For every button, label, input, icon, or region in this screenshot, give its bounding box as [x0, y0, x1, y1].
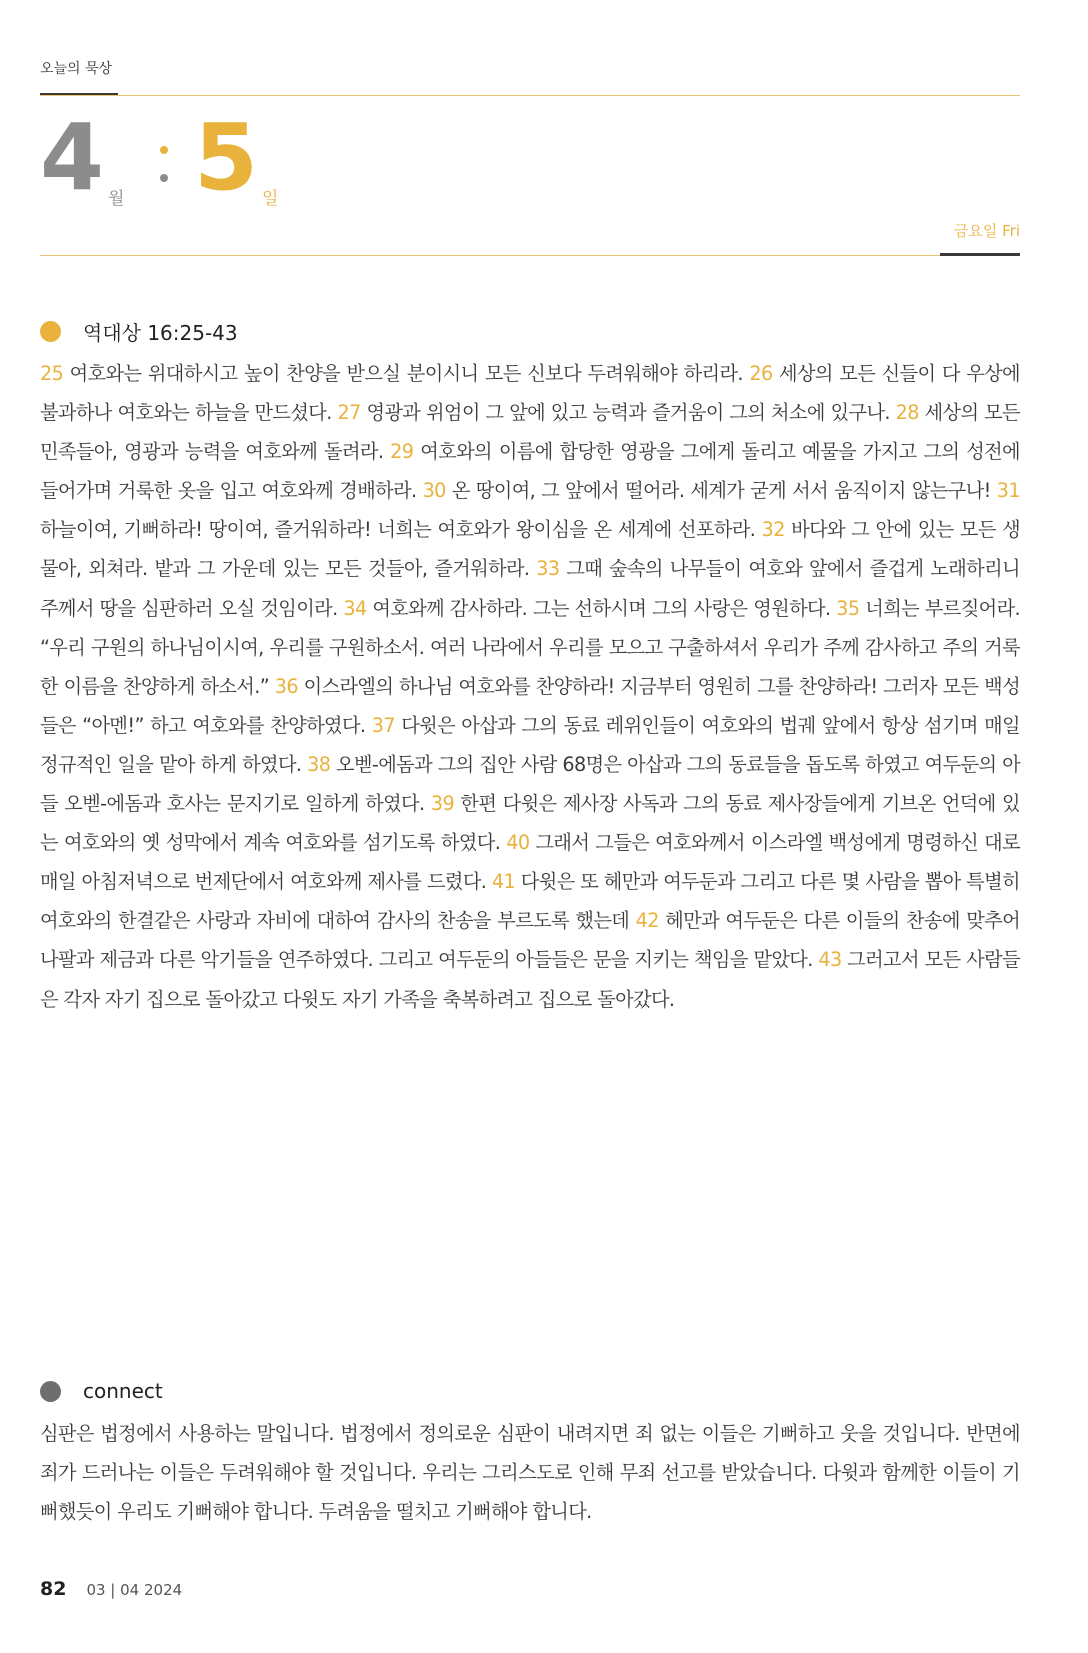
connect-body: 심판은 법정에서 사용하는 말입니다. 법정에서 정의로운 심판이 내려지면 죄 없는 이들은 기뻐하고 웃을 것입니다. 반면에 죄가 드러나는 이들은 두려워해야 할 것입니다. 우리는 그리스도로 인해 무죄 선고를 받았습니다. 다윗과 함께한 이들이 기뻐했듯이 우리도 기뻐해야 합니다. 두려움을 떨치고 기뻐해야 합니다. — [40, 1422, 1020, 1524]
verse-text: 다윗은 또 헤만과 여두둔과 그리고 다른 몇 사람을 뽑아 특별히 여호와의 한결같은 사랑과 자비에 대하여 감사의 찬송을 부르도록 했는데 — [40, 870, 1020, 933]
verse-number: 34 — [343, 596, 367, 620]
verse-number: 32 — [761, 518, 785, 542]
verse-number: 31 — [996, 479, 1020, 503]
day-unit: 일 — [262, 189, 279, 209]
verse-text: 그때 숲속의 나무들이 여호와 앞에서 즐겁게 노래하리니 주께서 땅을 심판하러 오실 것임이라. — [40, 557, 1020, 620]
verse-number: 36 — [274, 674, 298, 698]
yellow-bullet-icon — [40, 321, 61, 342]
verse-text: 여호와는 위대하시고 높이 찬양을 받으실 분이시니 모든 신보다 두려워해야 하리라. — [63, 362, 750, 385]
verse-number: 25 — [40, 362, 64, 385]
issue-date: 03 | 04 2024 — [86, 1581, 183, 1599]
passage-reference: 역대상 16:25-43 — [83, 321, 238, 345]
verse-number: 30 — [422, 479, 446, 503]
weekday: 금요일 Fri — [953, 222, 1020, 240]
verse-number: 41 — [491, 870, 516, 894]
passage-heading — [40, 317, 238, 346]
section-label: 오늘의 묵상 — [40, 61, 113, 77]
verse-number: 35 — [836, 596, 860, 620]
verse-number: 29 — [390, 440, 414, 464]
verse-text: 너희는 부르짖어라. “우리 구원의 하나님이시여, 우리를 구원하소서. 여러 나라에서 우리를 모으고 구출하셔서 우리가 주께 감사하고 주의 거룩한 이름을 찬양하게 하소서.” — [40, 596, 1021, 698]
scripture-passage — [40, 354, 1020, 1019]
verse-number: 28 — [895, 401, 919, 425]
month-number: 4 — [40, 104, 105, 211]
verse-text: 세상의 모든 신들이 다 우상에 불과하나 여호와는 하늘을 만드셨다. — [40, 362, 1020, 425]
verse-text: 그러고서 모든 사람들은 각자 자기 집으로 돌아갔고 다윗도 자기 가족을 축복하려고 집으로 돌아갔다. — [40, 948, 1020, 1011]
verse-number: 40 — [506, 831, 530, 855]
verse-text: 이스라엘의 하나님 여호와를 찬양하라! 지금부터 영원히 그를 찬양하라! 그러자 모든 백성들은 “아멘!” 하고 여호와를 찬양하였다. — [40, 674, 1021, 737]
verse-text: 그래서 그들은 여호와께서 이스라엘 백성에게 명령하신 대로 매일 아침저녁으로 번제단에서 여호와께 제사를 드렸다. — [40, 831, 1020, 894]
month-unit: 월 — [108, 189, 125, 209]
verse-text: 영광과 위엄이 그 앞에 있고 능력과 즐거움이 그의 처소에 있구나. — [360, 401, 896, 425]
day-number: 5 — [194, 104, 259, 211]
verse-number: 38 — [307, 752, 331, 776]
gray-bullet-icon — [40, 1381, 61, 1402]
connect-heading — [40, 1379, 163, 1403]
date-block — [40, 104, 440, 212]
verse-text: 세상의 모든 민족들아, 영광과 능력을 여호와께 돌려라. — [40, 401, 1020, 464]
colon-dot-bottom — [160, 174, 168, 182]
header-divider — [40, 255, 1020, 256]
footer — [40, 1578, 182, 1600]
verse-text: 여호와께 감사하라. 그는 선하시며 그의 사랑은 영원하다. — [366, 596, 837, 620]
verse-number: 43 — [818, 948, 842, 972]
verse-text: 다윗은 아삽과 그의 동료 레위인들이 여호와의 법궤 앞에서 항상 섬기며 매일 정규적인 일을 맡아 하게 하였다. — [40, 713, 1020, 776]
verse-text: 온 땅이여, 그 앞에서 떨어라. 세계가 굳게 서서 움직이지 않는구나! — [445, 479, 997, 503]
verse-text: 바다와 그 안에 있는 모든 생물아, 외쳐라. 밭과 그 가운데 있는 모든 것들아, 즐거워하라. — [40, 518, 1021, 581]
verse-number: 39 — [430, 792, 455, 816]
verse-number: 42 — [635, 909, 659, 933]
weekday-underline — [940, 253, 1020, 256]
verse-text: 하늘이여, 기뻐하라! 땅이여, 즐거워하라! 너희는 여호와가 왕이심을 온 세계에 선포하라. — [40, 518, 762, 542]
verse-number: 33 — [536, 557, 560, 581]
verse-number: 26 — [749, 362, 773, 385]
connect-title: connect — [83, 1379, 163, 1403]
colon-dot-top — [160, 146, 168, 154]
verse-number: 37 — [371, 713, 395, 737]
verse-number: 27 — [337, 401, 361, 425]
verse-text: 여호와의 이름에 합당한 영광을 그에게 돌리고 예물을 가지고 그의 성전에 들어가며 거룩한 옷을 입고 여호와께 경배하라. — [40, 440, 1020, 503]
top-divider — [40, 95, 1020, 96]
verse-text: 헤만과 여두둔은 다른 이들의 찬송에 맞추어 나팔과 제금과 다른 악기들을 연주하였다. 그리고 여두둔의 아들들은 문을 지키는 책임을 맡았다. — [40, 909, 1021, 972]
verse-text: 한편 다윗은 제사장 사독과 그의 동료 제사장들에게 기브온 언덕에 있는 여호와의 옛 성막에서 계속 여호와를 섬기도록 하였다. — [40, 792, 1020, 855]
verse-text: 오벧-에돔과 그의 집안 사람 68명은 아삽과 그의 동료들을 돕도록 하였고 여두둔의 아들 오벧-에돔과 호사는 문지기로 일하게 하였다. — [40, 752, 1020, 816]
page-number: 82 — [40, 1578, 67, 1600]
